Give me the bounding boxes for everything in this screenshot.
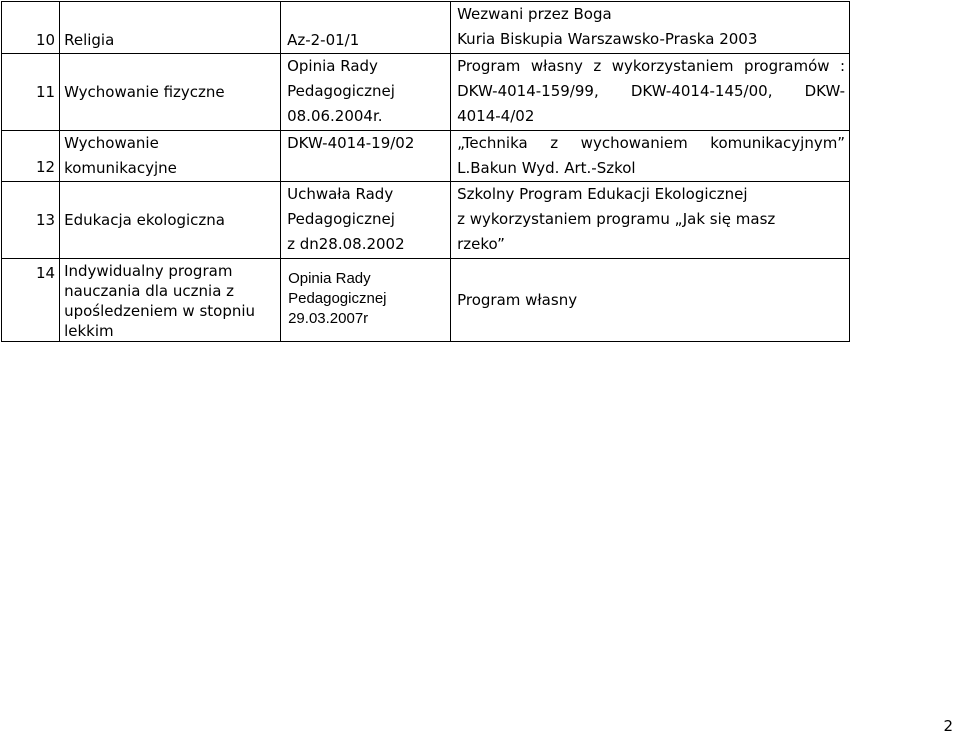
program-cell [451,259,850,342]
approval-cell [281,182,451,259]
program-line: DKW-4014-159/99, DKW-4014-145/00, DKW- [457,82,846,100]
approval-line: Uchwała Rady [287,185,394,203]
row-number: 11 [2,54,60,131]
subject-line: nauczania dla ucznia z [64,282,235,300]
program-line: Kuria Biskupia Warszawsko-Praska 2003 [457,30,758,48]
row-number: 14 [2,259,60,342]
table-row [2,2,850,54]
subject-line: Edukacja ekologiczna [64,210,225,229]
approval-cell [281,259,451,342]
approval-line: Pedagogicznej [287,82,395,100]
approval-line: 08.06.2004r. [287,107,383,125]
row-number: 12 [2,131,60,182]
approval-line: 29.03.2007r [288,310,369,327]
approval-line: Az-2-01/1 [287,31,360,49]
approval-cell [281,2,451,54]
program-line: Program własny [457,290,578,309]
subject-cell [60,54,281,131]
subject-line: lekkim [64,322,114,340]
program-cell [451,131,850,182]
program-line: Wezwani przez Boga [457,5,612,23]
subject-line: komunikacyjne [64,159,177,177]
subject-line: Religia [64,31,115,49]
curriculum-table [1,1,850,342]
program-line: rzeko” [457,235,505,253]
program-line: z wykorzystaniem programu „Jak się masz [457,210,776,228]
row-number: 13 [2,182,60,259]
program-cell [451,54,850,131]
subject-line: Indywidualny program [64,262,233,280]
approval-line: Pedagogicznej [287,210,395,228]
program-line: „Technika z wychowaniem komunikacyjnym” [457,134,846,152]
subject-line: upośledzeniem w stopniu [64,302,256,320]
approval-line: Pedagogicznej [288,290,387,307]
program-line: Program własny z wykorzystaniem programów : [457,57,846,75]
subject-cell [60,182,281,259]
table-row [2,131,850,182]
approval-cell [281,131,451,182]
program-cell [451,2,850,54]
subject-line: Wychowanie [64,134,159,152]
program-cell [451,182,850,259]
approval-cell [281,54,451,131]
approval-line: Opinia Rady [287,57,378,75]
program-line: Szkolny Program Edukacji Ekologicznej [457,185,748,203]
table-row [2,259,850,342]
program-line: 4014-4/02 [457,107,535,125]
table-row [2,54,850,131]
subject-cell [60,2,281,54]
page-number: 2 [943,717,953,735]
row-number: 10 [2,2,60,54]
approval-line: Opinia Rady [288,270,371,287]
table-row [2,182,850,259]
approval-line: z dn28.08.2002 [287,235,405,253]
subject-line: Wychowanie fizyczne [64,82,225,101]
subject-cell [60,131,281,182]
subject-cell [60,259,281,342]
approval-line: DKW-4014-19/02 [287,134,415,152]
program-line: L.Bakun Wyd. Art.-Szkol [457,159,636,177]
